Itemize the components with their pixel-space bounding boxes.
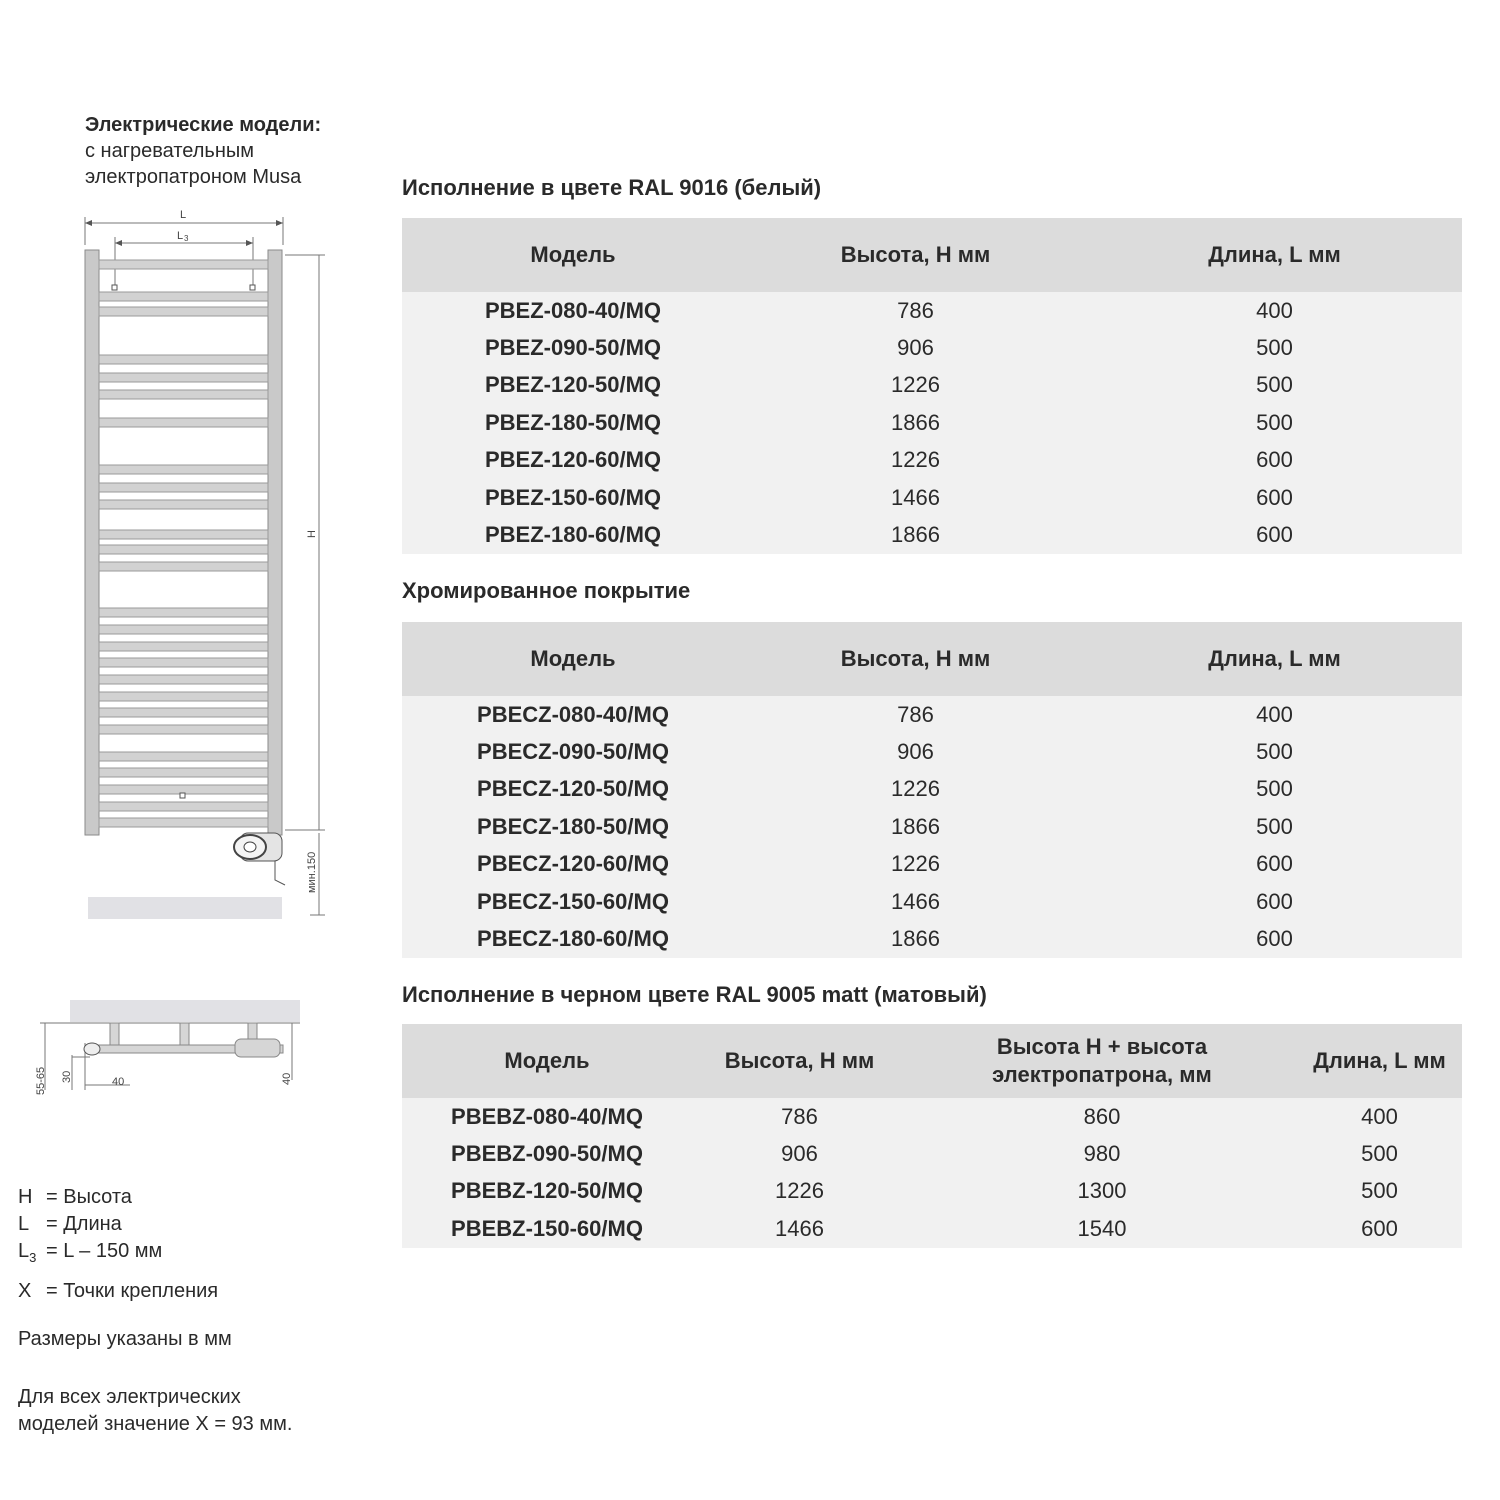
legend-symbol: H bbox=[18, 1186, 33, 1208]
table-row bbox=[402, 920, 1462, 957]
cell-value: 786 bbox=[897, 297, 934, 323]
header-length: Длина, L мм bbox=[1087, 622, 1462, 696]
cell-value: 600 bbox=[1256, 522, 1293, 548]
cell-value: 786 bbox=[781, 1103, 818, 1129]
table-row bbox=[402, 292, 1462, 329]
legend-text: = L – 150 мм bbox=[46, 1240, 163, 1262]
dim-30: 30 bbox=[61, 1070, 73, 1083]
label-L3: L bbox=[177, 230, 184, 242]
cell-model: PBECZ-080-40/MQ bbox=[477, 701, 669, 727]
header-model: Модель bbox=[402, 218, 744, 292]
cell-value: 1226 bbox=[891, 447, 940, 473]
table-row bbox=[402, 1210, 1462, 1247]
cell-value: 400 bbox=[1256, 297, 1293, 323]
legend-row-l bbox=[18, 1211, 218, 1238]
header-total-height-line-1: Высота H + высота bbox=[996, 1034, 1208, 1059]
table-white bbox=[402, 218, 1462, 554]
cell-value: 1866 bbox=[891, 813, 940, 839]
cell-value: 600 bbox=[1256, 851, 1293, 877]
legend bbox=[18, 1184, 218, 1305]
cell-value: 500 bbox=[1256, 776, 1293, 802]
cell-model: PBEZ-120-50/MQ bbox=[484, 372, 662, 398]
cell-model: PBEZ-090-50/MQ bbox=[484, 335, 662, 361]
cell-value: 500 bbox=[1256, 813, 1293, 839]
legend-symbol: X bbox=[18, 1280, 32, 1302]
legend-row-l3 bbox=[18, 1238, 218, 1271]
cell-model: PBEZ-180-50/MQ bbox=[484, 409, 662, 435]
cell-model: PBECZ-090-50/MQ bbox=[477, 739, 669, 765]
section-title-white: Исполнение в цвете RAL 9016 (белый) bbox=[402, 175, 822, 200]
label-L3-sub: 3 bbox=[184, 234, 189, 243]
cell-value: 400 bbox=[1256, 701, 1293, 727]
radiator-top-drawing bbox=[30, 995, 310, 1105]
cell-value: 600 bbox=[1256, 447, 1293, 473]
legend-row-h bbox=[18, 1184, 218, 1211]
cell-model: PBEZ-080-40/MQ bbox=[484, 297, 662, 323]
dim-40-vertical: 40 bbox=[281, 1072, 293, 1085]
table-row bbox=[402, 1135, 1462, 1172]
legend-row-x bbox=[18, 1278, 218, 1305]
cell-value: 500 bbox=[1256, 739, 1293, 765]
cell-value: 1226 bbox=[775, 1178, 824, 1204]
cell-model: PBEBZ-090-50/MQ bbox=[451, 1141, 643, 1167]
label-H: H bbox=[306, 530, 318, 538]
cell-value: 1466 bbox=[775, 1215, 824, 1241]
units-note: Размеры указаны в мм bbox=[18, 1328, 232, 1350]
cell-model: PBECZ-120-60/MQ bbox=[477, 851, 669, 877]
legend-symbol: $L_3$ bbox=[18, 1240, 37, 1265]
table-row bbox=[402, 479, 1462, 516]
table-row bbox=[402, 808, 1462, 845]
legend-text: = Длина bbox=[46, 1213, 122, 1235]
cell-model: PBEZ-150-60/MQ bbox=[484, 484, 662, 510]
cell-value: 1466 bbox=[891, 484, 940, 510]
legend-text: = Точки крепления bbox=[46, 1280, 219, 1302]
cell-model: PBEBZ-080-40/MQ bbox=[451, 1103, 643, 1129]
header-model: Модель bbox=[402, 622, 744, 696]
table-row bbox=[402, 516, 1462, 553]
cell-value: 600 bbox=[1256, 484, 1293, 510]
cell-model: PBECZ-120-50/MQ bbox=[477, 776, 669, 802]
table-row bbox=[402, 329, 1462, 366]
table-row bbox=[402, 696, 1462, 733]
cell-value: 1226 bbox=[891, 851, 940, 877]
cell-value: 500 bbox=[1361, 1178, 1398, 1204]
section-title-black: Исполнение в черном цвете RAL 9005 matt (матовый) bbox=[402, 982, 987, 1007]
table-row bbox=[402, 1098, 1462, 1135]
cell-value: 600 bbox=[1256, 926, 1293, 952]
label-min-150: мин.150 bbox=[306, 851, 318, 893]
x-value-note bbox=[18, 1384, 292, 1438]
cell-model: PBEZ-180-60/MQ bbox=[484, 522, 662, 548]
cell-model: PBECZ-150-60/MQ bbox=[477, 888, 669, 914]
label-L: L bbox=[180, 209, 187, 221]
table-row bbox=[402, 442, 1462, 479]
cell-value: 1866 bbox=[891, 522, 940, 548]
cell-value: 400 bbox=[1361, 1103, 1398, 1129]
header-height: Высота, H мм bbox=[744, 622, 1087, 696]
table-row bbox=[402, 404, 1462, 441]
cell-value: 600 bbox=[1256, 888, 1293, 914]
header-model: Модель bbox=[402, 1024, 692, 1098]
cell-value: 860 bbox=[1083, 1103, 1121, 1129]
cell-value: 500 bbox=[1256, 409, 1293, 435]
header-height: Высота, H мм bbox=[744, 218, 1087, 292]
cell-value: 1300 bbox=[1077, 1178, 1127, 1204]
section-title-chrome: Хромированное покрытие bbox=[402, 578, 691, 603]
table-row bbox=[402, 1173, 1462, 1210]
intro-line-2: электропатроном Musa bbox=[85, 166, 302, 188]
header-total-height bbox=[907, 1024, 1297, 1098]
table-chrome bbox=[402, 622, 1462, 958]
cell-value: 500 bbox=[1256, 335, 1293, 361]
cell-model: PBECZ-180-50/MQ bbox=[477, 813, 669, 839]
x-note-line-1: Для всех электрических bbox=[18, 1386, 241, 1408]
header-length: Длина, L мм bbox=[1297, 1024, 1462, 1098]
table-row bbox=[402, 771, 1462, 808]
cell-value: 1866 bbox=[891, 409, 940, 435]
table-row bbox=[402, 733, 1462, 770]
cell-model: PBEZ-120-60/MQ bbox=[484, 447, 662, 473]
intro-title: Электрические модели: bbox=[85, 114, 322, 136]
legend-symbol: L bbox=[18, 1213, 30, 1235]
intro-block bbox=[85, 112, 385, 190]
radiator-front-drawing bbox=[70, 205, 340, 935]
header-length: Длина, L мм bbox=[1087, 218, 1462, 292]
header-total-height-line-2: электропатрона, мм bbox=[992, 1062, 1212, 1087]
dim-55-65: 55-65 bbox=[35, 1066, 47, 1095]
cell-value: 906 bbox=[897, 739, 934, 765]
cell-model: PBEBZ-120-50/MQ bbox=[451, 1178, 643, 1204]
cell-model: PBEBZ-150-60/MQ bbox=[451, 1215, 643, 1241]
cell-value: 1226 bbox=[891, 776, 940, 802]
header-height: Высота, H мм bbox=[692, 1024, 907, 1098]
cell-model: PBECZ-180-60/MQ bbox=[477, 926, 669, 952]
x-note-line-2: моделей значение X = 93 мм. bbox=[18, 1413, 293, 1435]
cell-value: 500 bbox=[1256, 372, 1293, 398]
intro-line-1: с нагревательным bbox=[85, 140, 255, 162]
dim-40-horizontal: 40 bbox=[112, 1076, 125, 1088]
legend-text: = Высота bbox=[46, 1186, 132, 1208]
table-row bbox=[402, 367, 1462, 404]
table-black bbox=[402, 1024, 1462, 1248]
cell-value: 600 bbox=[1361, 1215, 1398, 1241]
table-row bbox=[402, 883, 1462, 920]
table-row bbox=[402, 846, 1462, 883]
cell-value: 980 bbox=[1083, 1141, 1121, 1167]
cell-value: 906 bbox=[781, 1141, 818, 1167]
cell-value: 1226 bbox=[891, 372, 940, 398]
cell-value: 786 bbox=[897, 701, 934, 727]
cell-value: 1466 bbox=[891, 888, 940, 914]
cell-value: 906 bbox=[897, 335, 934, 361]
cell-value: 1540 bbox=[1077, 1215, 1127, 1241]
cell-value: 500 bbox=[1361, 1141, 1398, 1167]
cell-value: 1866 bbox=[891, 926, 940, 952]
